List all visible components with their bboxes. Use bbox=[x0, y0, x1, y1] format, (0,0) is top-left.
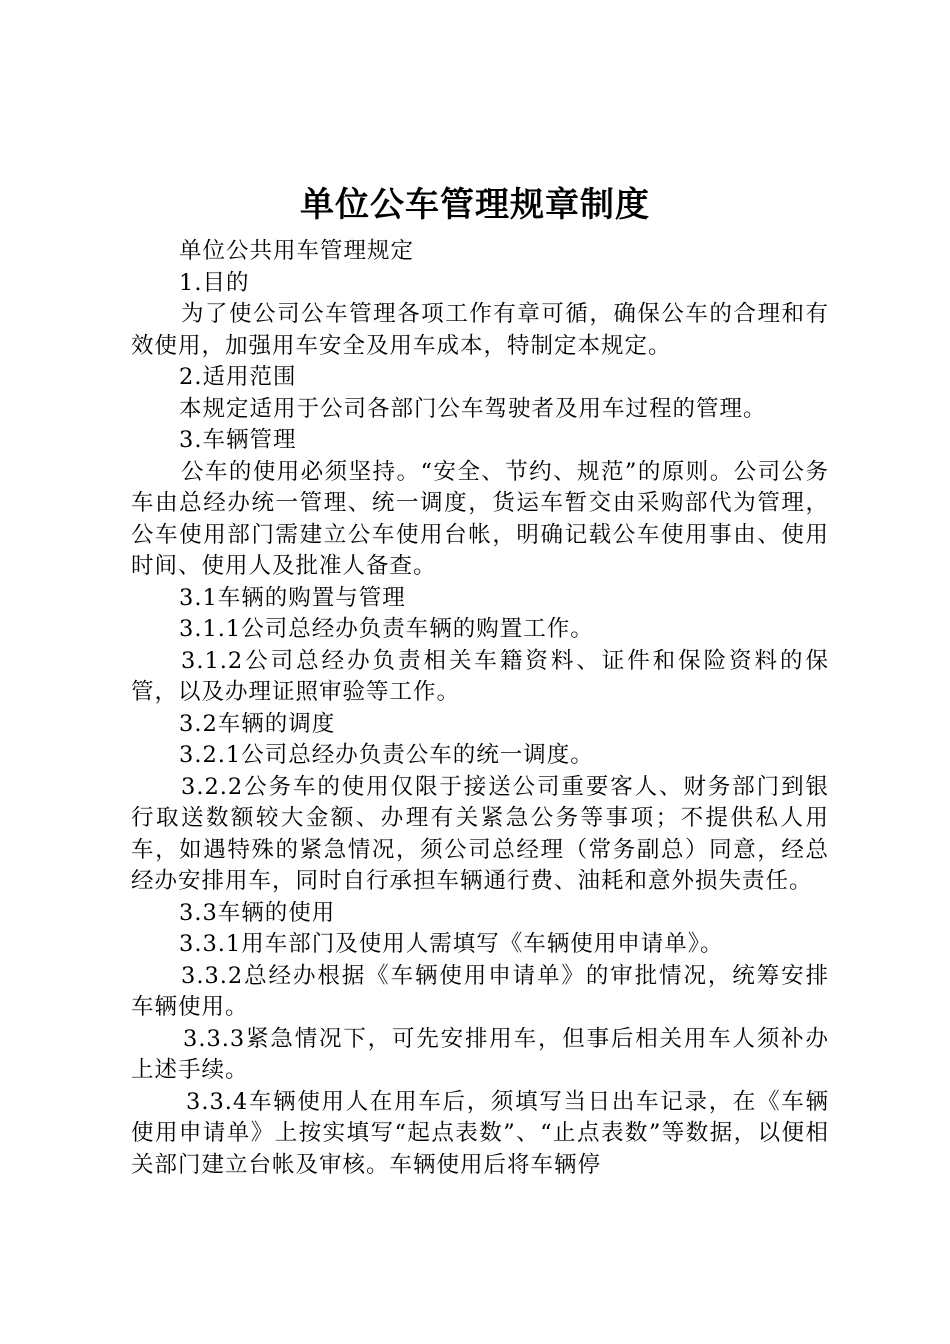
document-title: 单位公车管理规章制度 bbox=[300, 185, 650, 225]
paragraph-3-3-4: 3.3.4车辆使用人在用车后，须填写当日出车记录，在《车辆使用申请单》上按实填写“起点表数”、“止点表数”等数据，以便相关部门建立台帐及审核。车辆使用后将车辆停 bbox=[131, 1088, 829, 1178]
paragraph-vehicle-management: 公车的使用必须坚持。“安全、节约、规范”的原则。公司公务车由总经办统一管理、统一调度，货运车暂交由采购部代为管理，公车使用部门需建立公车使用台帐，明确记载公车使用事由、使用时间、使用人及批准人备查。 bbox=[131, 458, 829, 579]
paragraph-scope: 本规定适用于公司各部门公车驾驶者及用车过程的管理。 bbox=[179, 395, 767, 422]
paragraph-3-1-1: 3.1.1公司总经办负责车辆的购置工作。 bbox=[179, 616, 594, 642]
document-body bbox=[131, 236, 829, 1181]
paragraph-heading-vehicle-management: 3.车辆管理 bbox=[179, 427, 297, 453]
paragraph-heading-3-2: 3.2车辆的调度 bbox=[179, 710, 336, 737]
paragraph-heading-3-1: 3.1车辆的购置与管理 bbox=[179, 584, 406, 611]
paragraph-purpose: 为了使公司公车管理各项工作有章可循，确保公车的合理和有效使用，加强用车安全及用车成本，特制定本规定。 bbox=[131, 301, 829, 359]
paragraph-heading-purpose: 1.目的 bbox=[179, 269, 250, 296]
paragraph-heading-3-3: 3.3车辆的使用 bbox=[179, 899, 336, 926]
paragraph-heading-scope: 2.适用范围 bbox=[179, 364, 297, 390]
paragraph-3-2-1: 3.2.1公司总经办负责公车的统一调度。 bbox=[179, 742, 594, 768]
paragraph-3-1-2: 3.1.2公司总经办负责相关车籍资料、证件和保险资料的保管，以及办理证照审验等工作。 bbox=[131, 647, 829, 705]
paragraph-3-3-2: 3.3.2总经办根据《车辆使用申请单》的审批情况，统筹安排车辆使用。 bbox=[131, 962, 829, 1020]
paragraph-3-3-1: 3.3.1用车部门及使用人需填写《车辆使用申请单》。 bbox=[179, 931, 724, 957]
paragraph-subtitle: 单位公共用车管理规定 bbox=[179, 238, 415, 264]
paragraph-3-3-3: 3.3.3紧急情况下，可先安排用车，但事后相关用车人须补办上述手续。 bbox=[131, 1025, 829, 1083]
paragraph-3-2-2: 3.2.2公务车的使用仅限于接送公司重要客人、财务部门到银行取送数额较大金额、办理有关紧急公务等事项；不提供私人用车，如遇特殊的紧急情况，须公司总经理（常务副总）同意，经总经办安排用车，同时自行承担车辆通行费、油耗和意外损失责任。 bbox=[131, 773, 829, 894]
